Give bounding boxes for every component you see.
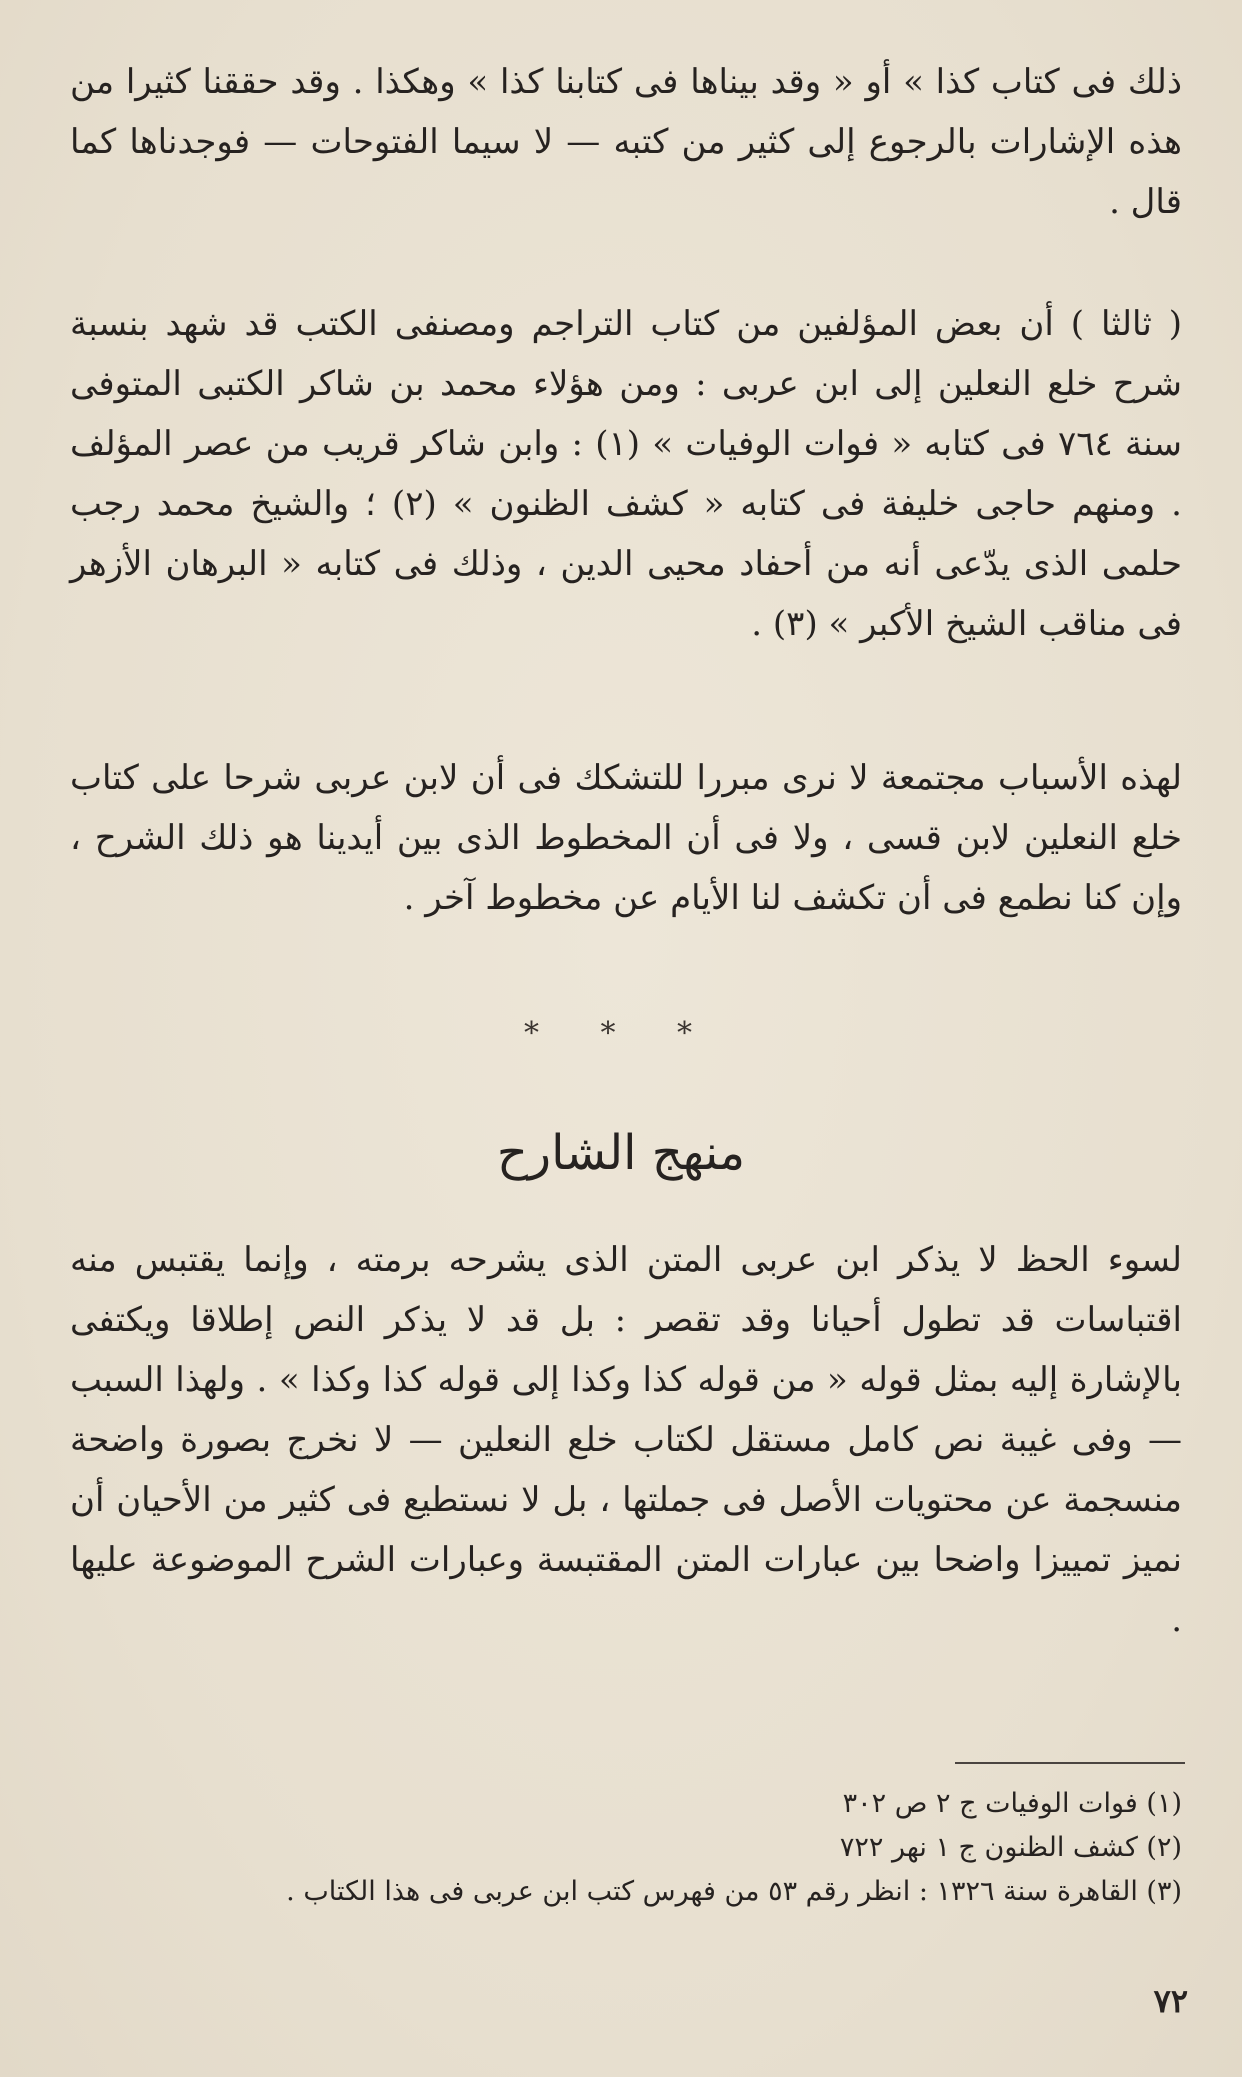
footnote-3: (٣) القاهرة سنة ١٣٢٦ : انظر رقم ٥٣ من فهرس كتب ابن عربى فى هذا الكتاب . <box>286 1876 1182 1907</box>
paragraph-third-reason: ( ثالثا ) أن بعض المؤلفين من كتاب التراجم ومصنفى الكتب قد شهد بنسبة شرح خلع النعلين إلى ابن عربى : ومن هؤلاء محمد بن شاكر الكتبى المتوفى سنة ٧٦٤ فى كتابه « فوات الوفيات » (١) : وابن شاكر قريب من عصر المؤلف . ومنهم حاجى خليفة فى كتابه « كشف الظنون » (٢) ؛ والشيخ محمد رجب حلمى الذى يدّعى أنه من أحفاد محيى الدين ، وذلك فى كتابه « البرهان الأزهر فى مناقب الشيخ الأكبر » (٣) . <box>70 304 1183 644</box>
paragraph-conclusion: لهذه الأسباب مجتمعة لا نرى مبررا للتشكك فى أن لابن عربى شرحا على كتاب خلع النعلين لابن قسى ، ولا فى أن المخطوط الذى بين أيدينا هو ذلك الشرح ، وإن كنا نطمع فى أن تكشف لنا الأيام عن مخطوط آخر . <box>70 758 1182 918</box>
section-separator: * * * <box>523 1016 719 1051</box>
footnote-1: (١) فوات الوفيات ج ٢ ص ٣٠٢ <box>842 1788 1182 1819</box>
footnote-2: (٢) كشف الظنون ج ١ نهر ٧٢٢ <box>839 1832 1182 1863</box>
paragraph-commentator-method: لسوء الحظ لا يذكر ابن عربى المتن الذى يشرحه برمته ، وإنما يقتبس منه اقتباسات قد تطول أحيانا وقد تقصر : بل قد لا يذكر النص إطلاقا ويكتفى بالإشارة إليه بمثل قوله « من قوله كذا وكذا إلى قوله كذا وكذا » . ولهذا السبب — وفى غيبة نص كامل مستقل لكتاب خلع النعلين — لا نخرج بصورة واضحة منسجمة عن محتويات الأصل فى جملتها ، بل لا نستطيع فى كثير من الأحيان أن نميز تمييزا واضحا بين عبارات المتن المقتبسة وعبارات الشرح الموضوعة عليها . <box>70 1240 1182 1640</box>
page-number: ٧٢ <box>1153 1982 1188 2020</box>
paragraph-references-verified: ذلك فى كتاب كذا » أو « وقد بيناها فى كتابنا كذا » وهكذا . وقد حققنا كثيرا من هذه الإشارات بالرجوع إلى كثير من كتبه — لا سيما الفتوحات — فوجدناها كما قال . <box>70 62 1182 222</box>
footnote-divider <box>955 1762 1185 1764</box>
footnotes-list <box>70 1782 1182 1914</box>
section-heading: منهج الشارح <box>496 1125 746 1181</box>
